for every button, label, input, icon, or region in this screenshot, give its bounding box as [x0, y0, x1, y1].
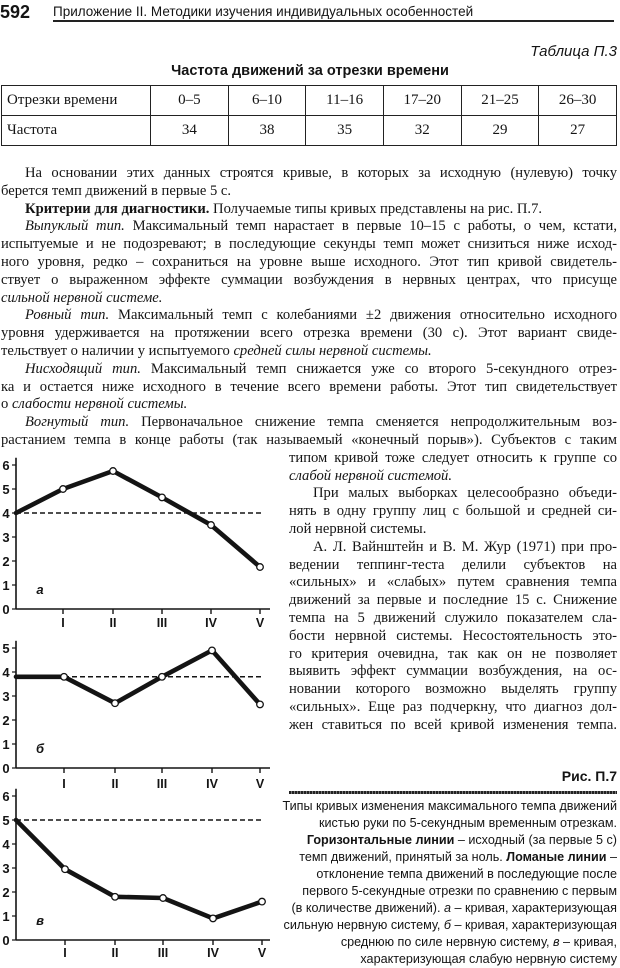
x-category-label: III: [156, 616, 168, 630]
paragraph-line: [1, 290, 617, 308]
paragraph-line: [289, 699, 617, 717]
text-run: новании которого возможно выделять группу: [289, 681, 617, 698]
interval-cell: 21–25: [461, 86, 539, 116]
data-point-marker: [257, 701, 264, 708]
paragraph-line: [1, 218, 617, 236]
text-run: нять в одну группу лиц с большой и средней си-: [289, 503, 617, 520]
data-point-marker: [160, 895, 167, 902]
text-run: «сильных». Еще раз подчеркну, что диагноз дол-: [289, 699, 617, 716]
panel-label: а: [36, 582, 44, 597]
y-tick-label: 0: [2, 761, 10, 776]
paragraph-line: [1, 165, 617, 183]
text-run: Максимальный темп нарастает в первые 10–15 с работы, о чем, кстати,: [124, 218, 617, 235]
text-run: выявить эффект суммации возбуждения, на ос-: [289, 663, 617, 680]
caption-text: –: [606, 850, 617, 865]
paragraph-line: [289, 485, 617, 503]
header-rule: [53, 20, 614, 22]
text-run: Получаемые типы кривых представлены на рис. П.7.: [209, 200, 543, 217]
caption-line: [255, 866, 617, 883]
caption-line: [255, 849, 617, 866]
chart-panel-c: [0, 786, 280, 967]
text-run: бости нервной системы. Несостоятельность это-: [289, 627, 617, 644]
x-category-label: II: [111, 777, 119, 791]
text-run: При малых выборках целесообразно объеди-: [313, 485, 617, 502]
x-category-label: II: [111, 946, 119, 960]
x-category-label: V: [255, 777, 265, 791]
caption-text: – исходный (за первые 5 с): [454, 833, 617, 848]
text-run: ка и остается ниже исходного в течение всего времени работы. Этот тип свидетельствует: [1, 378, 617, 395]
row-label-frequency: Частота: [2, 116, 151, 146]
paragraph-line: [289, 628, 617, 646]
type-term-descending: Нисходящий тип.: [25, 360, 141, 377]
y-tick-label: 2: [2, 554, 10, 569]
paragraph-line: [1, 272, 617, 290]
text-run: о: [1, 396, 12, 413]
caption-text: среднюю по силе нервную систему,: [340, 935, 553, 950]
table-header-row: [2, 86, 617, 116]
type-term-concave: Вогнутый тип.: [25, 414, 130, 431]
x-category-label: III: [156, 777, 168, 791]
caption-panel-ref-b: б: [443, 918, 452, 933]
text-run: А. Л. Вайнштейн и В. М. Жур (1971) при про-: [313, 538, 617, 555]
caption-line: [255, 815, 617, 832]
tempo-curve-line: [16, 471, 260, 567]
paragraph-line: [289, 681, 617, 699]
type-term-convex: Выпуклый тип.: [25, 218, 125, 235]
paragraph-line: [289, 717, 617, 735]
caption-text: (в количестве движений).: [291, 901, 444, 916]
paragraph-line: [1, 325, 617, 343]
y-tick-label: 4: [2, 837, 10, 852]
paragraph-line: [1, 254, 617, 272]
data-point-marker: [110, 468, 117, 475]
x-category-label: IV: [207, 946, 219, 960]
y-tick-label: 2: [2, 713, 10, 728]
x-category-label: IV: [205, 616, 217, 630]
caption-text: – кривая,: [559, 935, 617, 950]
x-category-label: II: [109, 616, 117, 630]
interval-cell: 6–10: [228, 86, 306, 116]
x-category-label: III: [157, 946, 169, 960]
text-run: ствует о выраженном эффекте суммации возбуждения в нервных центрах, что присуще: [1, 271, 617, 288]
paragraph-line: [1, 183, 617, 201]
caption-line: [255, 832, 617, 849]
data-point-marker: [112, 894, 119, 901]
text-run: лой нервной системы.: [289, 521, 427, 538]
paragraph-line: [289, 450, 617, 468]
criteria-heading: Критерии для диагностики.: [25, 200, 210, 217]
text-run: берется темп движений в первые 5 с.: [1, 182, 232, 199]
y-tick-label: 3: [2, 861, 10, 876]
interval-cell: 26–30: [539, 86, 617, 116]
emphasis-text: слабой нервной системой.: [289, 467, 452, 484]
paragraph-line: [1, 361, 617, 379]
paragraph-line: [1, 343, 617, 361]
caption-line: [255, 798, 617, 815]
frequency-cell: 38: [228, 116, 306, 146]
x-category-label: IV: [206, 777, 218, 791]
paragraph-line: [1, 307, 617, 325]
frequency-table: [1, 85, 617, 146]
paragraph-line: [1, 396, 617, 414]
text-run: ведении теппинг-теста делили субъектов на: [289, 556, 617, 573]
paragraph-line: [1, 379, 617, 397]
data-point-marker: [62, 866, 69, 873]
data-point-marker: [61, 674, 68, 681]
data-point-marker: [209, 647, 216, 654]
caption-term-horizontal-lines: Горизонтальные линии: [306, 833, 455, 848]
text-run: Максимальный темп с колебаниями ±2 движения относительно исходного: [109, 307, 617, 324]
caption-text: темп движений, принятый за ноль.: [299, 850, 507, 865]
text-run: растанием темпа в конце работы (так называемый «конечный порыв»). Субъектов с таким: [1, 431, 617, 448]
y-tick-label: 5: [2, 482, 10, 497]
data-point-marker: [257, 564, 264, 571]
figure-label: Рис. П.7: [561, 768, 617, 784]
interval-cell: 11–16: [306, 86, 384, 116]
text-run: движений за первые и последние 15 с. Снижение: [289, 592, 617, 609]
tempo-curve-line: [16, 820, 262, 918]
y-tick-label: 0: [2, 933, 10, 948]
x-category-label: V: [257, 946, 267, 960]
body-text-right-column: [289, 450, 617, 735]
caption-line: [255, 934, 617, 951]
y-tick-label: 4: [2, 665, 10, 680]
paragraph-line: [1, 432, 617, 450]
caption-text: первого 5-секундные отрезки по сравнению с первым: [302, 884, 617, 899]
interval-cell: 17–20: [383, 86, 461, 116]
text-run: испытуемые и не подозревают; в последующие секунды темп может снизиться ниже исход-: [1, 236, 617, 253]
paragraph-line: [289, 539, 617, 557]
paragraph-line: [289, 663, 617, 681]
frequency-cell: 29: [461, 116, 539, 146]
text-run: Максимальный темп снижается уже со второго 5-секундного отрез-: [140, 360, 617, 377]
text-run: На основании этих данных строятся кривые, в которых за исходную (нулевую) точку: [25, 165, 617, 181]
text-run: уровня удерживается на протяжении всего отрезка времени (30 с). Этот вариант свиде-: [1, 325, 617, 342]
running-title: Приложение II. Методики изучения индивидуальных особенностей: [53, 4, 474, 19]
data-point-marker: [60, 486, 67, 493]
table-label: Таблица П.3: [530, 43, 617, 60]
text-run: тельствует о наличии у испытуемого: [1, 342, 234, 359]
text-run: ного уровня, редко – сохраниться на уровне выше исходного. Этот тип кривой свидетель-: [1, 253, 617, 270]
caption-panel-ref-a: а: [444, 901, 452, 916]
x-category-label: V: [255, 616, 265, 630]
caption-text: – кривая, характеризующая: [451, 918, 617, 933]
caption-text: характеризующая слабую нервную систему: [360, 952, 617, 967]
paragraph-line: [289, 574, 617, 592]
caption-line: [255, 951, 617, 968]
text-run: темпа на 5 движений служило показателем сла-: [289, 610, 617, 627]
row-label-intervals: Отрезки времени: [2, 86, 151, 116]
frequency-cell: 35: [306, 116, 384, 146]
text-run: типом кривой тоже следует относить к группе со: [289, 449, 617, 466]
y-tick-label: 0: [2, 602, 10, 617]
chart-panel-a: [0, 452, 280, 630]
caption-panel-ref-c: в: [552, 935, 560, 950]
caption-text: кистью руки по 5-секундным временным отрезкам.: [319, 816, 617, 831]
y-tick-label: 5: [2, 813, 10, 828]
data-point-marker: [208, 522, 215, 529]
body-text-full-width: [1, 165, 617, 450]
panel-label: в: [36, 913, 44, 928]
y-tick-label: 5: [2, 641, 10, 656]
y-tick-label: 6: [2, 458, 10, 473]
frequency-cell: 34: [151, 116, 229, 146]
figure-dotted-rule: [289, 791, 617, 794]
y-tick-label: 2: [2, 885, 10, 900]
caption-line: [255, 917, 617, 934]
text-run: го критерия очевидна, так как он не позволяет: [289, 645, 617, 662]
caption-term-broken-lines: Ломаные линии: [506, 850, 607, 865]
y-tick-label: 1: [2, 737, 10, 752]
paragraph-line: [289, 646, 617, 664]
y-tick-label: 6: [2, 789, 10, 804]
table-data-row: [2, 116, 617, 146]
text-run: «сильных» и «слабых» путем сравнения темпа: [289, 574, 617, 591]
paragraph-line: [289, 610, 617, 628]
frequency-cell: 27: [539, 116, 617, 146]
x-category-label: I: [62, 777, 66, 791]
emphasis-text: сильной нервной системе.: [1, 289, 163, 306]
paragraph-line: [289, 592, 617, 610]
paragraph-line: [1, 414, 617, 432]
data-point-marker: [159, 494, 166, 501]
emphasis-text: слабости нервной системы.: [11, 396, 188, 413]
caption-line: [255, 883, 617, 900]
paragraph-line: [289, 468, 617, 486]
paragraph-line: [289, 521, 617, 539]
caption-text: сильную нервную систему,: [283, 918, 444, 933]
figure-caption: [255, 798, 617, 968]
data-point-marker: [112, 700, 119, 707]
paragraph-line: [289, 503, 617, 521]
chart-panel-b: [0, 628, 280, 791]
caption-line: [255, 900, 617, 917]
data-point-marker: [210, 915, 217, 922]
page-number: 592: [0, 2, 31, 22]
y-tick-label: 3: [2, 530, 10, 545]
x-category-label: I: [63, 946, 67, 960]
caption-text: Типы кривых изменения максимального темпа движений: [282, 799, 617, 814]
type-term-even: Ровный тип.: [25, 307, 110, 324]
y-tick-label: 3: [2, 689, 10, 704]
emphasis-text: средней силы нервной системы.: [233, 342, 432, 359]
paragraph-line: [1, 201, 617, 219]
table-title: Частота движений за отрезки времени: [171, 63, 449, 79]
interval-cell: 0–5: [151, 86, 229, 116]
y-tick-label: 4: [2, 506, 10, 521]
paragraph-line: [289, 557, 617, 575]
panel-label: б: [35, 741, 45, 756]
text-run: Первоначальное снижение темпа сменяется непродолжительным воз-: [129, 414, 617, 431]
y-tick-label: 1: [2, 578, 10, 593]
caption-text: – кривая, характеризующая: [451, 901, 617, 916]
text-run: жен ставиться по всей кривой изменения темпа.: [289, 716, 617, 733]
x-category-label: I: [61, 616, 65, 630]
y-tick-label: 1: [2, 909, 10, 924]
data-point-marker: [159, 674, 166, 681]
frequency-cell: 32: [383, 116, 461, 146]
paragraph-line: [1, 236, 617, 254]
caption-text: отклонение темпа движений в последующие после: [316, 867, 617, 882]
